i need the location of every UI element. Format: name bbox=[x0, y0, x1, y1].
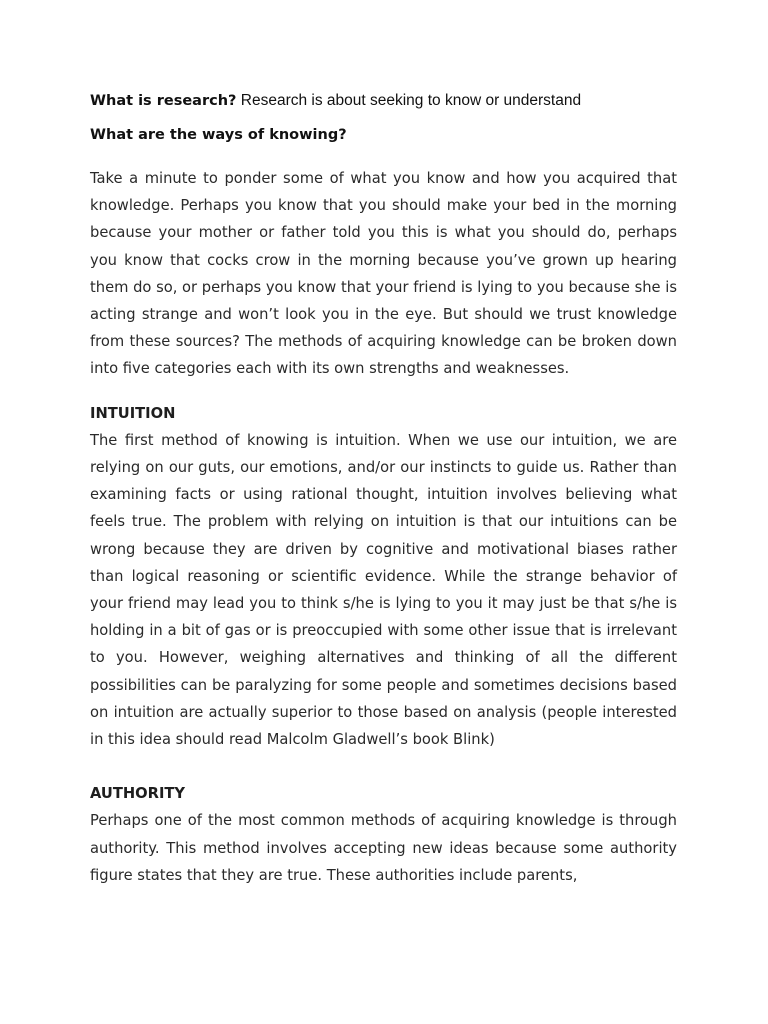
section-title-intuition: INTUITION bbox=[90, 404, 176, 422]
document-page bbox=[90, 89, 677, 889]
research-answer: Research is about seeking to know or understand bbox=[236, 92, 582, 109]
section-body-authority: Perhaps one of the most common methods of acquiring knowledge is through authority. This method involves accepting new ideas because some authority figure states that they are true. These authorities include parents, bbox=[90, 812, 677, 884]
section-title-authority: AUTHORITY bbox=[90, 785, 186, 803]
research-definition bbox=[90, 89, 677, 113]
ways-of-knowing-heading: What are the ways of knowing? bbox=[90, 127, 347, 143]
research-question: What is research? bbox=[90, 93, 237, 109]
intro-paragraph: Take a minute to ponder some of what you know and how you acquired that knowledge. Perhaps you know that you should make your bed in the morning because your mother or father told you this is what you should do, perhaps you know that cocks crow in the morning because you’ve grown up hearing them do so, or perhaps you know that your friend is lying to you because she is acting strange and won’t look you in the eye. But should we trust knowledge from these sources? The methods of acquiring knowledge can be broken down into five categories each with its own strengths and weaknesses. bbox=[90, 170, 677, 378]
section-body-intuition: The first method of knowing is intuition. When we use our intuition, we are relying on our guts, our emotions, and/or our instincts to guide us. Rather than examining facts or using rational thought, intuition involves believing what feels true. The problem with relying on intuition is that our intuitions can be wrong because they are driven by cognitive and motivational biases rather than logical reasoning or scientific evidence. While the strange behavior of your friend may lead you to think s/he is lying to you it may just be that s/he is holding in a bit of gas or is preoccupied with some other issue that is irrelevant to you. However, weighing alternatives and thinking of all the different possibilities can be paralyzing for some people and sometimes decisions based on intuition are actually superior to those based on analysis (people interested in this idea should read Malcolm Gladwell’s book Blink) bbox=[90, 431, 677, 749]
